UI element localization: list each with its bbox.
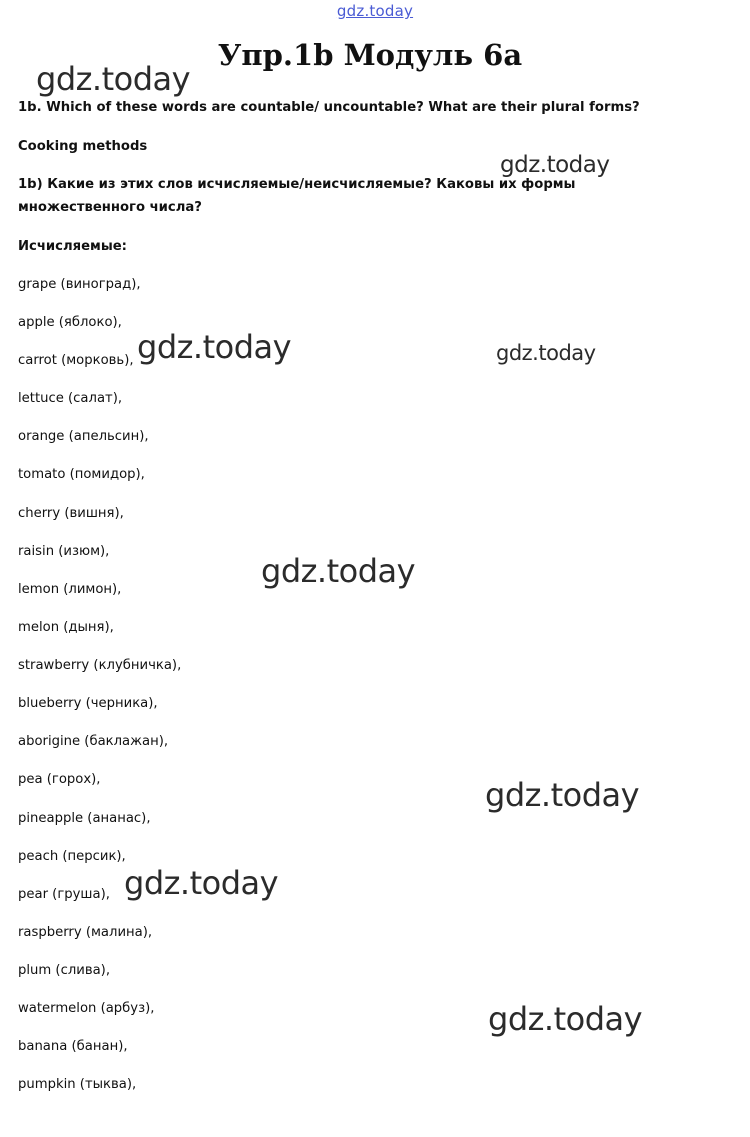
site-link[interactable]: gdz.today: [336, 2, 414, 20]
watermark: gdz.today: [485, 776, 640, 814]
watermark: gdz.today: [137, 328, 292, 366]
page-title: Упр.1b Модуль 6а: [217, 38, 523, 72]
list-item: aborigine (баклажан),: [18, 734, 169, 749]
list-item: pineapple (ананас),: [18, 811, 151, 826]
list-item: raspberry (малина),: [18, 925, 153, 940]
list-item: lettuce (салат),: [18, 391, 123, 406]
list-item: apple (яблоко),: [18, 315, 122, 330]
list-item: cherry (вишня),: [18, 506, 124, 521]
list-item: carrot (морковь),: [18, 353, 134, 368]
watermark: gdz.today: [261, 552, 416, 590]
question-russian: 1b) Какие из этих слов исчисляемые/неисчисляемые? Каковы их формы множественного числа?: [18, 177, 576, 215]
list-item: strawberry (клубничка),: [18, 658, 182, 673]
watermark: gdz.today: [488, 1000, 643, 1038]
list-item: pumpkin (тыква),: [18, 1077, 137, 1092]
section-heading: Cooking methods: [18, 139, 148, 154]
list-heading: Исчисляемые:: [18, 239, 127, 254]
list-item: peach (персик),: [18, 849, 126, 864]
list-item: pear (груша),: [18, 887, 110, 902]
list-item: plum (слива),: [18, 963, 111, 978]
list-item: pea (горох),: [18, 772, 101, 787]
watermark: gdz.today: [124, 864, 279, 902]
watermark: gdz.today: [36, 60, 191, 98]
list-item: watermelon (арбуз),: [18, 1001, 155, 1016]
list-item: banana (банан),: [18, 1039, 128, 1054]
list-item: melon (дыня),: [18, 620, 114, 635]
question-english: 1b. Which of these words are countable/ uncountable? What are their plural forms?: [18, 100, 640, 115]
list-item: tomato (помидор),: [18, 467, 145, 482]
list-item: lemon (лимон),: [18, 582, 122, 597]
list-item: raisin (изюм),: [18, 544, 110, 559]
list-item: blueberry (черника),: [18, 696, 158, 711]
list-item: grape (виноград),: [18, 277, 141, 292]
watermark: gdz.today: [496, 341, 596, 365]
list-item: orange (апельсин),: [18, 429, 149, 444]
watermark: gdz.today: [500, 152, 610, 178]
